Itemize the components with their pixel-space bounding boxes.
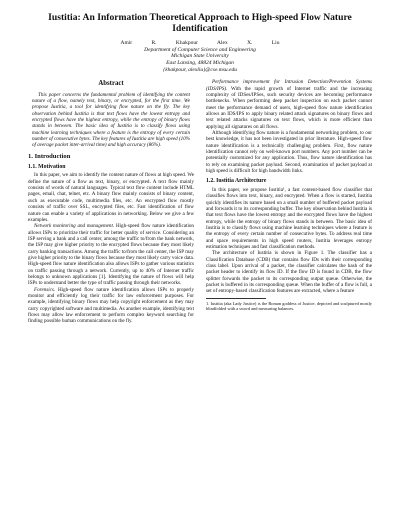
author-names	[28, 40, 372, 47]
paragraph: The architecture of Iustitia is shown in Figure 1. The classifier has a Classification Database (CDB) that contains flow IDs with their corresponding class label. Upon arrival of a packet, the classifier calculates the hash of the packet header to identify its flow ID. If the flow ID is found in CDB, the flow splitter forwards the packet to its corresponding output queue. Otherwise, the packet is buffered in its corresponding queue. When the buffer of a flow is full, a set of entropy-based classification features are extracted, where a feature	[206, 250, 372, 295]
paragraph-lead: Network monitoring and management.	[34, 223, 115, 230]
left-column	[28, 79, 194, 324]
paragraph-lead: Forensics.	[34, 286, 56, 293]
paragraph: Although identifying flow nature is a fundamental networking problem, to our best knowledge, it has not been investigated in prior literature. High-speed flow nature identification is a technically challenging problem. First, flow nature identification cannot rely on well-known port numbers. Any port number can be potentially customized for any application. Thus, flow nature identification has to rely on examining packet payload. Second, examination of packet payload at high speed is difficult for high bandwidth links.	[206, 130, 372, 175]
paper-title: Iustitia: An Information Theoretical Approach to High-speed Flow Nature Identification	[48, 12, 352, 35]
subsection-heading: 1.2. Iustitia Architecture	[206, 178, 267, 185]
paragraph-body: High-speed flow nature identification allows ISPs to properly monitor and efficiently log their traffic for law enforcement purposes. For example, identifying binary flows may help copyright enforcement as they may carry copyrighted software and multimedia. As another example, identifying text flows may allow law enforcement to perform complex keyword searching for finding possible human communications on the fly.	[28, 286, 194, 325]
paragraph	[28, 287, 194, 325]
right-column	[206, 79, 372, 324]
two-column-body	[28, 79, 372, 324]
department: Department of Computer Science and Engineering	[144, 46, 256, 53]
paragraph: In this paper, we aim to identify the content nature of flows at high speed. We define the nature of a flow as text, binary, or encrypted. A text flow mainly consists of words of natural languages. Typical text flow content include HTML pages, email, chat, telnet, etc. A binary flow mainly consists of binary content, such as executable code, multimedia files, etc. An encrypted flow mostly consists of traffic over SSL, encrypted files, etc. Fast identification of flow nature can enable a variety of applications in networking. Below we give a few examples.	[28, 172, 194, 223]
paragraph-lead: Performance improvement for Intrusion Detection/Prevention Systems (IDS/IPS).	[206, 79, 372, 92]
abstract	[28, 92, 194, 149]
author-name: Amir R. Khakpour	[120, 39, 198, 46]
footnote-divider	[206, 298, 266, 299]
abstract-heading: Abstract	[98, 80, 124, 88]
paragraph-body: With the rapid growth of Internet traffic and the increasing complexity of IDSes/IPSes, such security devices are becoming performance bottlenecks. When performing deep packet inspection on each packet cannot meet the performance demand of users, high-speed flow nature identification allows an IDS/IPS to apply binary related attack signatures on binary flows and text related attacks signatures on text flows, which is more efficient than applying all signatures on all flows.	[206, 85, 372, 130]
city: East Lansing, 48824 Michigan	[166, 59, 234, 66]
paragraph	[28, 223, 194, 286]
author-name: Alex X. Liu	[217, 39, 280, 46]
footnote: 1. Iustitia (aka Lady Justice) is the Roman goddess of Justice, depicted and sculptured mostly blindfolded with a sword and measuring balances.	[206, 300, 372, 311]
university: Michigan State University	[171, 53, 229, 60]
author-block	[28, 40, 372, 74]
subsection-heading: 1.1. Motivation	[28, 164, 66, 171]
paragraph-body: High-speed flow nature identification allows ISPs to prioritize their traffic for better quality of service. Considering an ISP serving a bank and a call center, among the traffic to/from the bank network, the ISP may give higher priority to the encrypted flows because they most likely carry banking transactions. Among the traffic to/from the call center, the ISP may give higher priority to the binary flows because they most likely carry voice data. High-speed flow nature identification also allows ISPs to gather various statistics on traffic passing through a network. Currently, up to 40% of Internet traffic belongs to unknown applications [1]. Identifying the nature of flows will help ISPs to understand better the type of traffic passing through their networks.	[28, 223, 194, 287]
paragraph: In this paper, we propose Iustitia¹, a fast content-based flow classifier that classifies flows into text, binary, and encrypted. When a flow is started, Iustitia quickly identifies its nature based on a small number of buffered packet payload and forwards it to its corresponding buffer. The key observation behind Iustitia is that text flows have the lowest entropy and the encrypted flows have the highest entropy, while the entropy of binary flows stands in between. The basic idea of Iustitia is to classify flows using machine learning techniques where a feature is the entropy of every certain number of consecutive bytes. To address real time and space requirements in high speed routers, Iustitia leverages entropy estimation techniques and fast classification methods.	[206, 186, 372, 250]
emails: {khakpour, alexliu}@cse.msu.edu	[163, 66, 237, 73]
abstract-text: This paper concerns the fundamental problem of identifying the content nature of a flow, namely text, binary, or encrypted, for the first time. We propose Iustitia, a tool for identifying flow nature on the fly. The key observation behind Iustitia is that text flows have the lowest entropy and encrypted flows have the highest entropy, while the entropy of binary flows stands in between. The basic idea of Iustitia is to classify flows using machine learning techniques where a feature is the entropy of every certain number of consecutive bytes. The key features of Iustitia are high speed (10% of average packet inter-arrival time) and high accuracy (86%).	[32, 91, 190, 149]
section-heading: 1. Introduction	[28, 152, 71, 160]
paragraph	[206, 79, 372, 130]
